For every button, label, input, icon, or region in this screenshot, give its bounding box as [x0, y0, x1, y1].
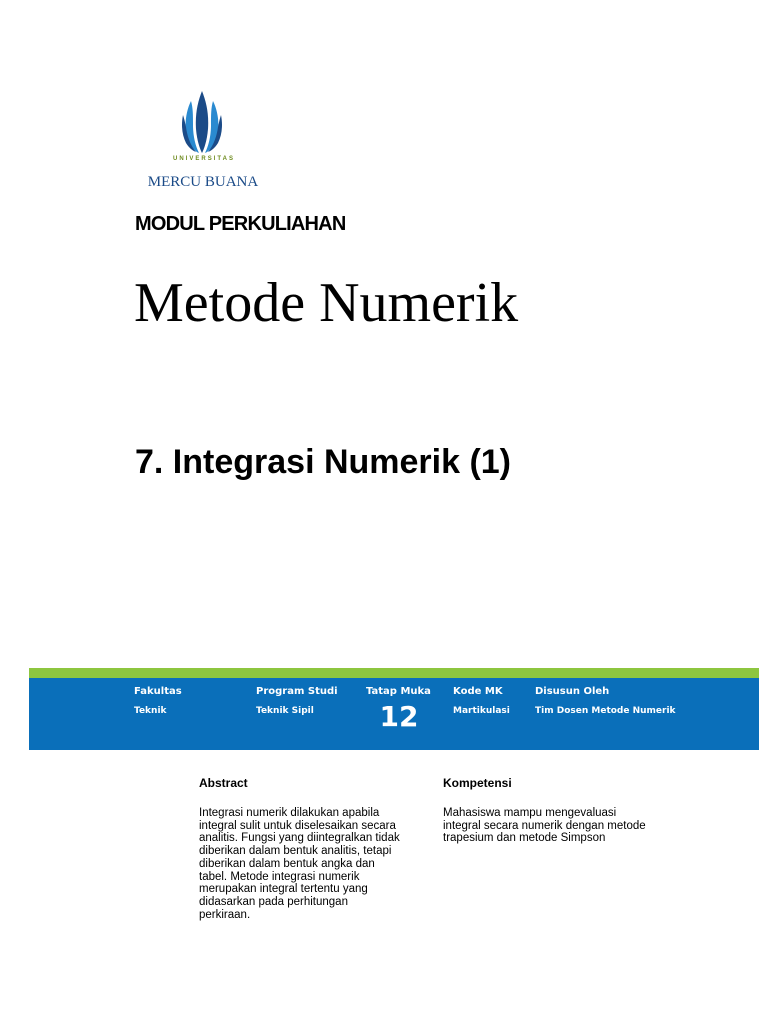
abstract-line: perkiraan.	[199, 908, 251, 921]
abstract-line: tabel. Metode integrasi numerik	[199, 870, 360, 883]
chapter-title: 7. Integrasi Numerik (1)	[135, 443, 512, 481]
abstract-line: analitis. Fungsi yang diintegralkan tidak	[199, 832, 400, 845]
info-column-head: Kode MK	[453, 686, 503, 697]
band-green-stripe	[29, 668, 759, 678]
logo-university-text: UNIVERSITAS	[173, 156, 235, 162]
kompetensi-section	[443, 776, 683, 845]
kompetensi-line: integral secara numerik dengan metode	[443, 819, 646, 832]
info-column-value: Tim Dosen Metode Numerik	[535, 706, 676, 716]
kompetensi-line: trapesium dan metode Simpson	[443, 832, 606, 845]
info-column-value: Teknik Sipil	[256, 706, 314, 716]
info-column-value: Martikulasi	[453, 706, 510, 716]
abstract-line: Integrasi numerik dilakukan apabila	[199, 807, 380, 819]
info-column-disusun-oleh	[535, 686, 676, 716]
university-logo	[134, 88, 270, 192]
flame-logo-icon	[181, 91, 223, 153]
session-number: 12	[379, 700, 419, 733]
abstract-line: diberikan dalam bentuk analitis, tetapi	[199, 845, 392, 858]
kompetensi-heading: Kompetensi	[443, 776, 512, 790]
abstract-section	[199, 776, 429, 921]
kompetensi-line: Mahasiswa mampu mengevaluasi	[443, 807, 617, 819]
abstract-line: integral sulit untuk diselesaikan secara	[199, 819, 396, 832]
logo-name-text: MERCU BUANA	[147, 174, 259, 190]
abstract-line: diberikan dalam bentuk angka dan	[199, 857, 375, 870]
info-column-head: Tatap Muka	[366, 686, 431, 697]
abstract-line: didasarkan pada perhitungan	[199, 895, 348, 908]
modul-label: MODUL PERKULIAHAN	[135, 213, 346, 235]
course-title: Metode Numerik	[134, 272, 519, 334]
info-column-program-studi	[256, 686, 338, 716]
abstract-line: merupakan integral tertentu yang	[199, 883, 368, 896]
abstract-body	[199, 807, 429, 921]
info-column-head: Program Studi	[256, 686, 338, 697]
info-band	[29, 678, 759, 750]
kompetensi-body	[443, 807, 683, 845]
info-column-value: Teknik	[134, 706, 167, 716]
info-column-head: Disusun Oleh	[535, 686, 610, 697]
info-column-kode-mk	[453, 686, 510, 716]
abstract-heading: Abstract	[199, 776, 248, 790]
info-column-head: Fakultas	[134, 686, 182, 697]
info-column-fakultas	[134, 686, 182, 716]
info-column-tatap-muka	[366, 686, 432, 733]
